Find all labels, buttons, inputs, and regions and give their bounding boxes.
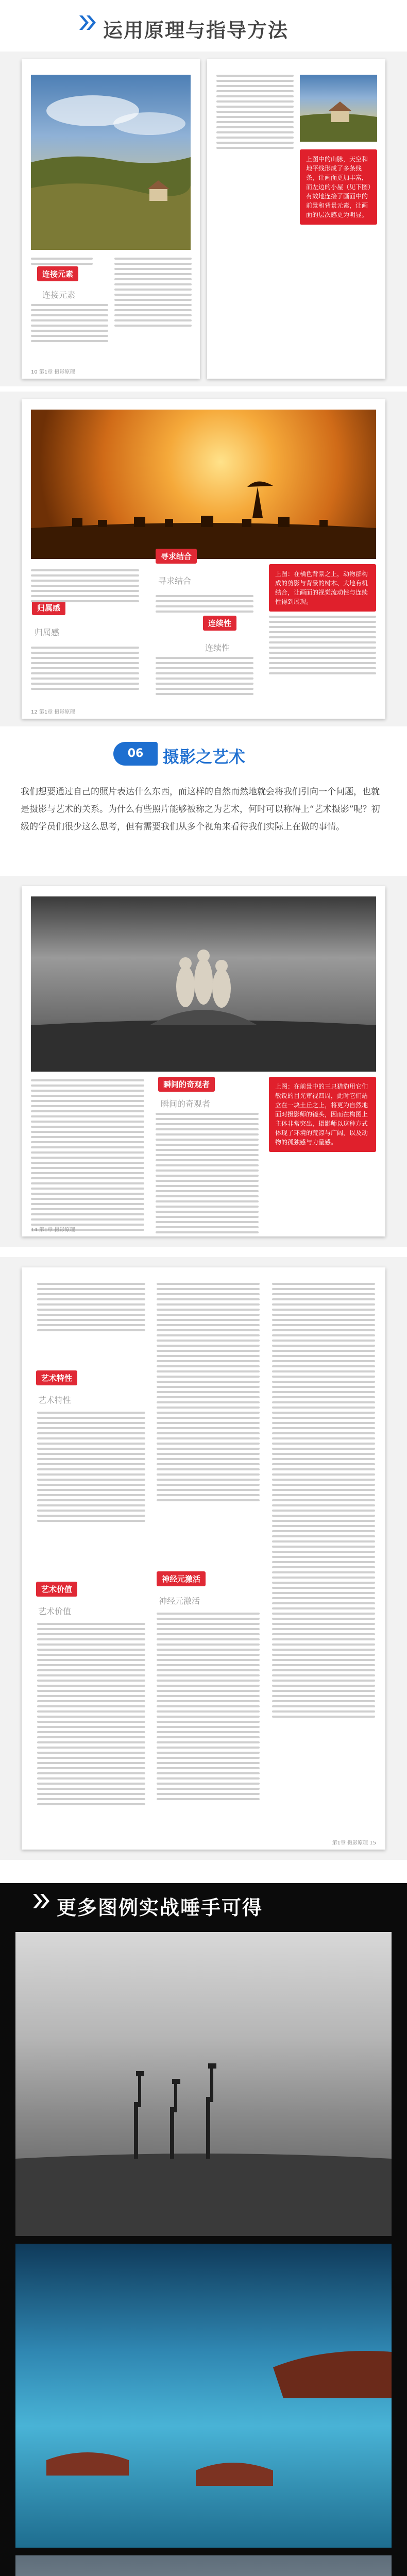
caption-note: 上图：在前景中的三只猎豹用它们敏锐的目光审视四周，此时它们站立在一块土丘之上，将更为自然地面对摄影师的镜头，因而在构图上主体非常突出，摄影师以这种方式体现了环境的荒凉与广阔，以及动物的孤独感与力量感。	[269, 1077, 376, 1152]
subheading-artistic-value: 艺术价值	[38, 1606, 72, 1616]
tag-artistic-value: 艺术价值	[36, 1582, 77, 1597]
body-text-column	[156, 595, 253, 613]
body-text-column	[37, 1623, 145, 1805]
body-text-column	[31, 258, 93, 265]
spread-1-right-page	[207, 59, 385, 379]
page-footer: 10 第1章 摄影原理	[31, 369, 75, 375]
tag-seeking-union: 寻求结合	[156, 549, 197, 564]
caption-note: 上图：在橘色背景之上，动物群构成的剪影与背景的树木、大地有机结合，让画面的视觉流动性与连续性得到展现。	[269, 564, 376, 612]
cheetahs-bw-photo	[31, 896, 376, 1072]
body-text-column	[157, 1613, 260, 1800]
caption-note: 上图中的山脉，天空和地平线形成了多条线条，让画面更加丰富，而左边的小屋（见下图）有效地连接了画面中的前景和背景元素，让画面的层次感更为明显。	[300, 149, 377, 225]
body-text-column	[31, 647, 139, 690]
body-text-column	[269, 616, 376, 674]
body-text-column	[156, 1113, 259, 1233]
subheading-connecting-elements: 连接元素	[42, 290, 76, 300]
tag-belonging: 归属感	[32, 600, 65, 615]
body-text-column	[37, 1412, 145, 1522]
body-text-column	[156, 657, 253, 695]
section-intro-text: 我们想要通过自己的照片表达什么东西，而这样的自然而然地就会将我们引向一个问题，也就是摄影与艺术的关系。为什么有些照片能够被称之为艺术，何时可以称得上“艺术摄影”呢？初级的学员们很少这么思考，但有需要我们从多个视角来看待我们实际上在做的事情。	[21, 787, 380, 832]
tag-connecting-elements: 连接元素	[37, 266, 78, 281]
harbor-boats-photo	[15, 2555, 392, 2576]
page-footer: 第1章 摄影原理 15	[332, 1840, 376, 1846]
cottage-detail-photo	[300, 75, 377, 142]
body-text-column	[272, 1283, 375, 1718]
body-text-column	[157, 1283, 260, 1501]
subheading-momentary-spectator: 瞬间的奇观者	[161, 1099, 211, 1109]
page-title: 运用原理与指导方法	[103, 19, 289, 42]
giraffes-bw-photo	[15, 1932, 392, 2236]
subheading-belonging: 归属感	[35, 628, 60, 637]
coastal-landscape-photo	[31, 75, 191, 250]
spread-1-left-page	[22, 59, 200, 379]
spread-4-page	[22, 1267, 385, 1850]
tag-neuron-activation: 神经元激活	[157, 1571, 206, 1586]
body-text-column	[31, 1079, 144, 1231]
long-exposure-coast-photo	[15, 2244, 392, 2548]
body-text-column	[114, 258, 192, 327]
body-text-column	[31, 304, 108, 342]
body-text-column	[216, 75, 294, 149]
spread-3-page	[22, 886, 385, 1236]
sunset-savanna-photo	[31, 410, 376, 559]
double-chevron-right-icon	[77, 12, 98, 33]
body-text-column	[31, 569, 139, 602]
section-title: 摄影之艺术	[163, 747, 246, 767]
tag-momentary-spectator: 瞬间的奇观者	[158, 1077, 215, 1092]
page-footer: 14 第1章 摄影原理	[31, 1227, 75, 1233]
subheading-artistic-quality: 艺术特性	[38, 1395, 72, 1405]
tag-continuity: 连续性	[203, 616, 236, 631]
page-footer: 12 第1章 摄影原理	[31, 709, 75, 715]
section-number-badge: 06	[113, 742, 158, 766]
tag-artistic-quality: 艺术特性	[36, 1370, 77, 1385]
body-text-column	[37, 1283, 145, 1331]
subheading-continuity: 连续性	[205, 643, 230, 653]
subheading-seeking-union: 寻求结合	[158, 576, 192, 586]
spread-2-page	[22, 399, 385, 719]
double-chevron-right-icon	[31, 1891, 52, 1911]
gallery-title: 更多图例实战唾手可得	[57, 1896, 263, 1919]
subheading-neuron-activation: 神经元激活	[159, 1596, 200, 1606]
